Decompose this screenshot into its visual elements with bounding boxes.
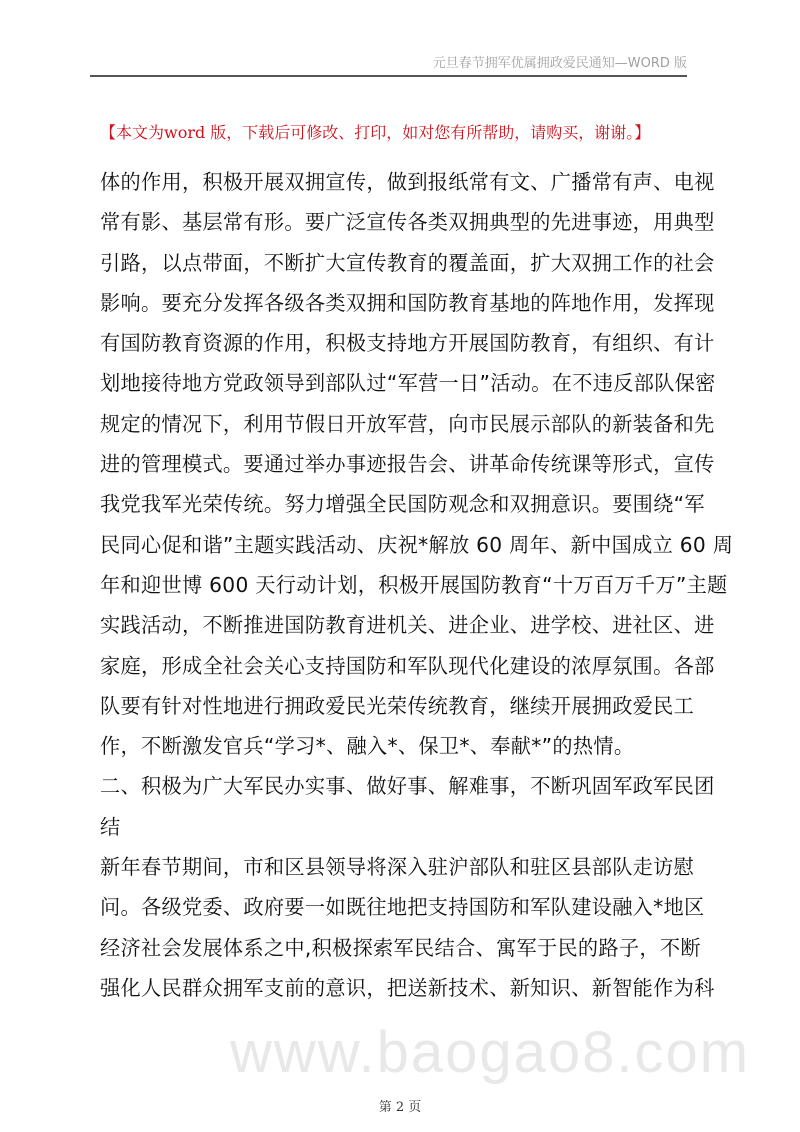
text-line: 体的作用，积极开展双拥宣传，做到报纸常有文、广播常有声、电视	[100, 170, 715, 194]
text-line: 二、积极为广大军民办实事、做好事、解难事，不断巩固军政军民团	[100, 774, 715, 799]
text-line: 新年春节期间，市和区县领导将深入驻沪部队和驻区县部队走访慰	[100, 855, 695, 880]
text-line: 我党我军光荣传统。努力增强全民国防观念和双拥意识。要围绕“军	[100, 492, 705, 517]
text-line: 常有影、基层常有形。要广泛宣传各类双拥典型的先进事迹，用典型	[100, 210, 715, 235]
text-line: 民同心促和谐”主题实践活动、庆祝*解放 60 周年、新中国成立 60 周	[100, 532, 734, 557]
text-line: 队要有针对性地进行拥政爱民光荣传统教育，继续开展拥政爱民工	[100, 693, 695, 718]
text-line: 结	[100, 814, 121, 839]
text-line: 家庭，形成全社会关心支持国防和军队现代化建设的浓厚氛围。各部	[100, 653, 715, 678]
text-line: 经济社会发展体系之中,积极探索军民结合、寓军于民的路子，不断	[100, 935, 701, 960]
text-line: 问。各级党委、政府要一如既往地把支持国防和军队建设融入*地区	[100, 895, 705, 920]
text-line: 有国防教育资源的作用，积极支持地方开展国防教育，有组织、有计	[100, 331, 715, 356]
page-header-title: 元旦春节拥军优属拥政爱民通知—WORD 版	[432, 56, 687, 71]
header-divider	[90, 75, 687, 77]
watermark: www.baogao8.com	[230, 1020, 751, 1085]
text-line: 年和迎世博 600 天行动计划，积极开展国防教育“十万百万千万”主题	[100, 572, 728, 597]
text-line: 划地接待地方党政领导到部队过“军营一日”活动。在不违反部队保密	[100, 371, 716, 396]
text-line: 实践活动，不断推进国防教育进机关、进企业、进学校、进社区、进	[100, 613, 715, 638]
text-line: 强化人民群众拥军支前的意识，把送新技术、新知识、新智能作为科	[100, 975, 715, 1000]
document-body	[100, 168, 734, 1014]
text-line: 规定的情况下，利用节假日开放军营，向市民展示部队的新装备和先	[100, 411, 715, 436]
text-line: 引路，以点带面，不断扩大宣传教育的覆盖面，扩大双拥工作的社会	[100, 250, 715, 275]
text-line: 进的管理模式。要通过举办事迹报告会、讲革命传统课等形式，宣传	[100, 452, 715, 477]
download-notice: 【本文为word 版，下载后可修改、打印，如对您有所帮助，请购买，谢谢。】	[100, 123, 651, 142]
text-line: 作，不断激发官兵“学习*、融入*、保卫*、奉献*”的热情。	[100, 734, 635, 759]
page-number: 第 2 页	[378, 1100, 422, 1115]
text-line: 影响。要充分发挥各级各类双拥和国防教育基地的阵地作用，发挥现	[100, 290, 715, 315]
